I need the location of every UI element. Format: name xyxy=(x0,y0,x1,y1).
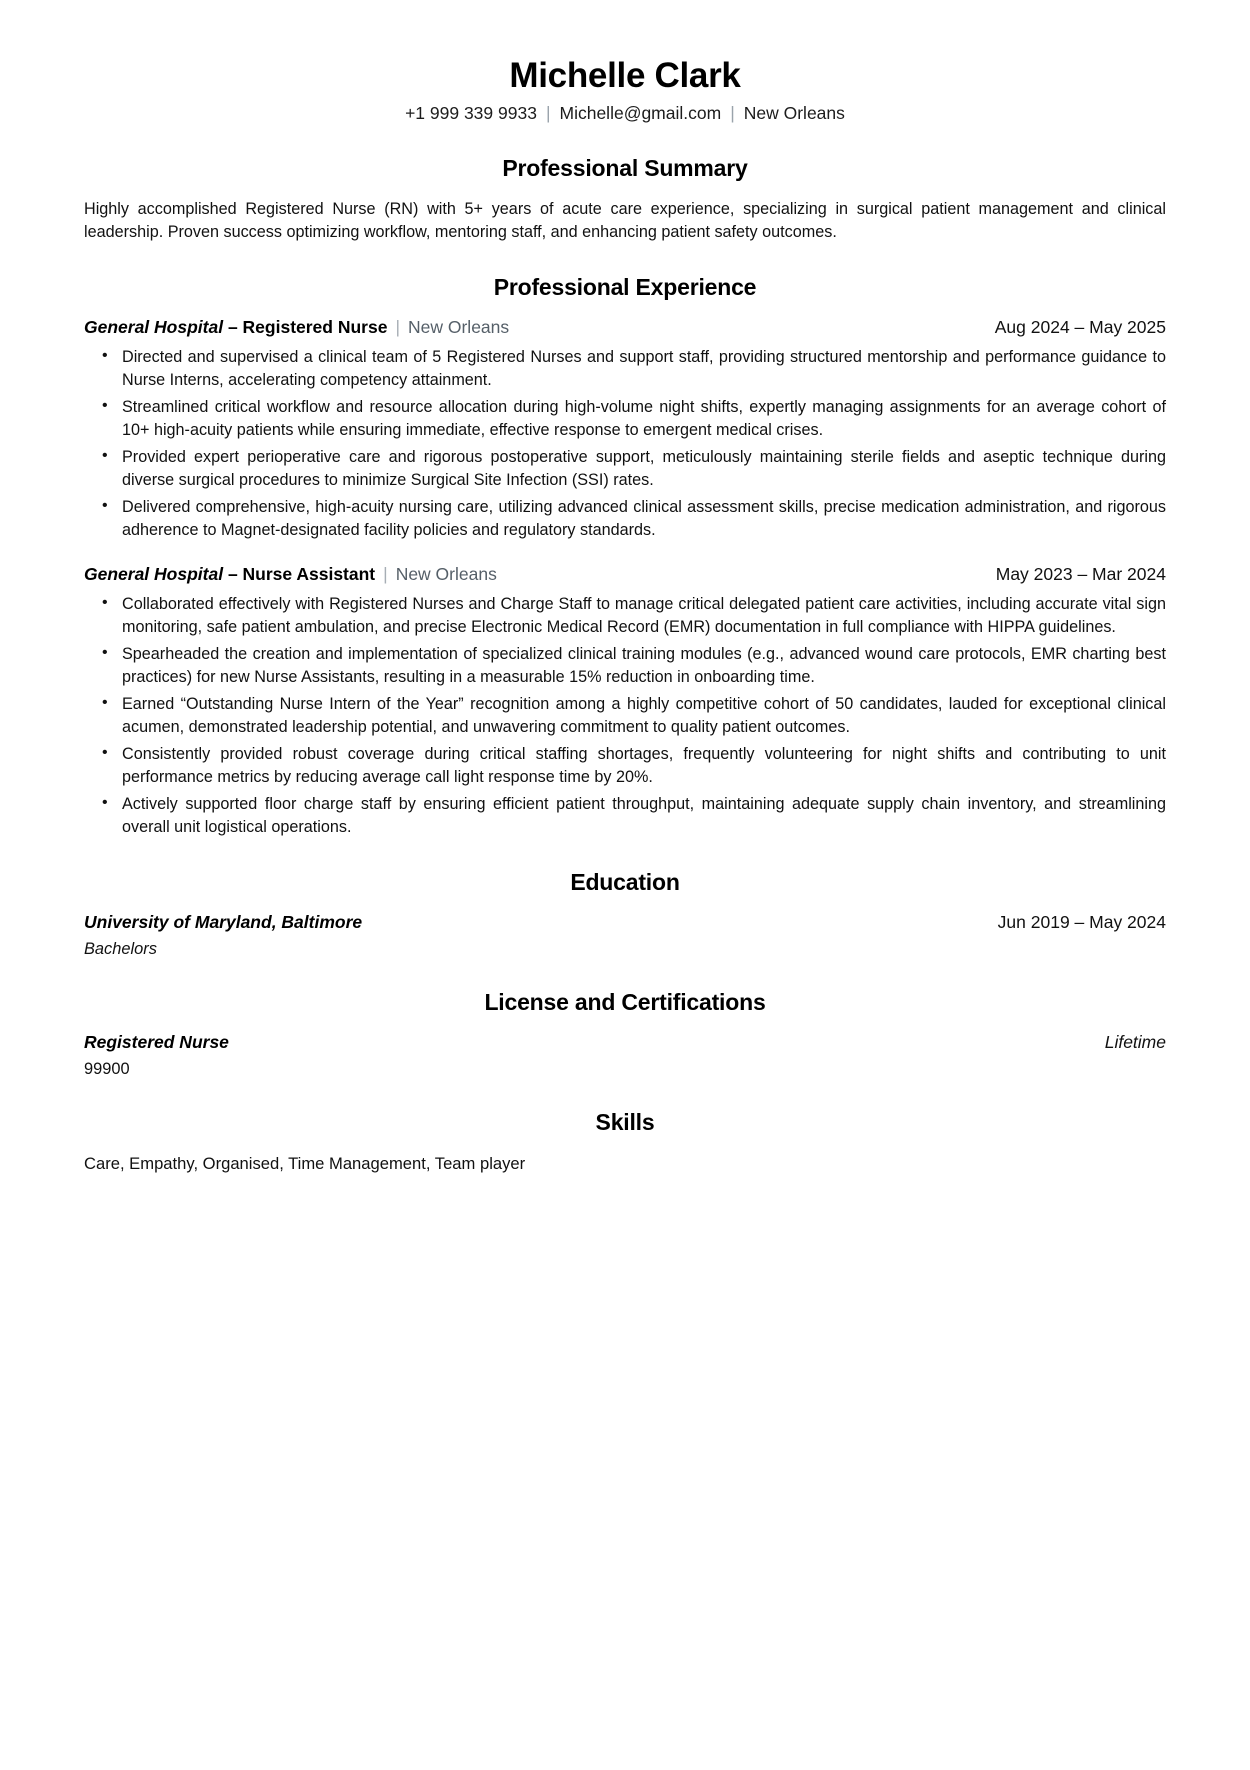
email-text: Michelle@gmail.com xyxy=(559,103,722,124)
bullet-item: • Provided expert perioperative care and rigorous postoperative support, meticulously maintaining sterile fields and aseptic technique during diverse surgical procedures to minimize Surgical Site Infection (SSI) rates. xyxy=(122,446,1166,492)
license-number: 99900 xyxy=(84,1059,130,1078)
contact-line xyxy=(84,102,1166,125)
title-location-divider: | xyxy=(383,563,388,584)
bullet-item: • Actively supported floor charge staff by ensuring efficient patient throughput, maintaining adequate supply chain inventory, and streamlining overall unit logistical operations. xyxy=(122,793,1166,839)
bullet-item: • Directed and supervised a clinical team of 5 Registered Nurses and support staff, providing structured mentorship and performance guidance to Nurse Interns, accelerating competency attainment. xyxy=(122,346,1166,392)
bullet-item: • Collaborated effectively with Registered Nurses and Charge Staff to manage critical delegated patient care activities, including accurate vital sign monitoring, safe patient ambulation, and precise Electronic Medical Record (EMR) documentation in full compliance with HIPPA guidelines. xyxy=(122,593,1166,639)
bullet-item: • Spearheaded the creation and implementation of specialized clinical training modules (e.g., advanced wound care protocols, EMR charting best practices) for new Nurse Assistants, resulting in a measurable 15% reduction in onboarding time. xyxy=(122,643,1166,689)
section-education xyxy=(84,869,1166,959)
section-title-summary: Professional Summary xyxy=(502,155,748,181)
section-title-licenses: License and Certifications xyxy=(484,988,766,1015)
section-professional-experience xyxy=(84,274,1166,839)
license-entry xyxy=(84,1032,1166,1079)
experience-entry xyxy=(84,317,1166,542)
experience-bullet-list xyxy=(84,346,1166,542)
skills-list: Care, Empathy, Organised, Time Management, Team player xyxy=(84,1153,526,1173)
location-text: New Orleans xyxy=(743,103,845,124)
section-title-experience: Professional Experience xyxy=(493,274,757,300)
section-license-certifications xyxy=(84,989,1166,1079)
experience-entry-title-group xyxy=(84,564,497,586)
institution-name: University of Maryland, Baltimore xyxy=(84,911,363,932)
section-title-skills: Skills xyxy=(595,1108,655,1135)
contact-separator-2: | xyxy=(730,103,735,124)
experience-entry-header xyxy=(84,317,1166,339)
job-title: – Nurse Assistant xyxy=(223,563,376,584)
contact-separator-1: | xyxy=(545,103,551,124)
education-entry xyxy=(84,912,1166,959)
candidate-name: Michelle Clark xyxy=(509,56,741,95)
experience-entry-header xyxy=(84,564,1166,586)
job-date-range: Aug 2024 – May 2025 xyxy=(994,317,1166,337)
section-professional-summary xyxy=(84,155,1166,244)
job-location: New Orleans xyxy=(408,317,510,337)
bullet-item: • Earned “Outstanding Nurse Intern of the Year” recognition among a highly competitive cohort of 50 candidates, lauded for exceptional clinical acumen, demonstrated leadership potential, and unwavering commitment to quality patient outcomes. xyxy=(122,693,1166,739)
bullet-item: • Streamlined critical workflow and resource allocation during high-volume night shifts, expertly managing assignments for an average cohort of 10+ high-acuity patients while ensuring immediate, effective response to emergent medical crises. xyxy=(122,396,1166,442)
education-entry-header xyxy=(84,912,1166,933)
summary-paragraph: Highly accomplished Registered Nurse (RN) with 5+ years of acute care experience, specializing in surgical patient management and clinical leadership. Proven success optimizing workflow, mentoring staff, and enhancing patient safety outcomes. xyxy=(84,200,1166,241)
job-date-range: May 2023 – Mar 2024 xyxy=(995,563,1166,584)
degree-name: Bachelors xyxy=(84,939,157,958)
license-name: Registered Nurse xyxy=(84,1031,229,1052)
experience-entry-title-group xyxy=(84,317,509,339)
title-location-divider: | xyxy=(395,317,400,337)
employer-name: General Hospital xyxy=(84,563,224,584)
section-skills xyxy=(84,1109,1166,1176)
experience-entry xyxy=(84,564,1166,839)
job-title: – Registered Nurse xyxy=(223,317,388,337)
resume-header xyxy=(84,56,1166,125)
education-date-range: Jun 2019 – May 2024 xyxy=(997,911,1166,932)
experience-bullet-list xyxy=(84,593,1166,839)
phone-text: +1 999 339 9933 xyxy=(405,103,537,124)
job-location: New Orleans xyxy=(395,563,497,584)
license-validity: Lifetime xyxy=(1104,1031,1166,1052)
license-entry-header xyxy=(84,1032,1166,1053)
bullet-item: • Delivered comprehensive, high-acuity nursing care, utilizing advanced clinical assessment skills, precise medication administration, and rigorous adherence to Magnet-designated facility policies and regulatory standards. xyxy=(122,496,1166,542)
employer-name: General Hospital xyxy=(84,317,224,337)
bullet-item: • Consistently provided robust coverage during critical staffing shortages, frequently volunteering for night shifts and contributing to unit performance metrics by reducing average call light response time by 20%. xyxy=(122,743,1166,789)
section-title-education: Education xyxy=(570,868,680,895)
